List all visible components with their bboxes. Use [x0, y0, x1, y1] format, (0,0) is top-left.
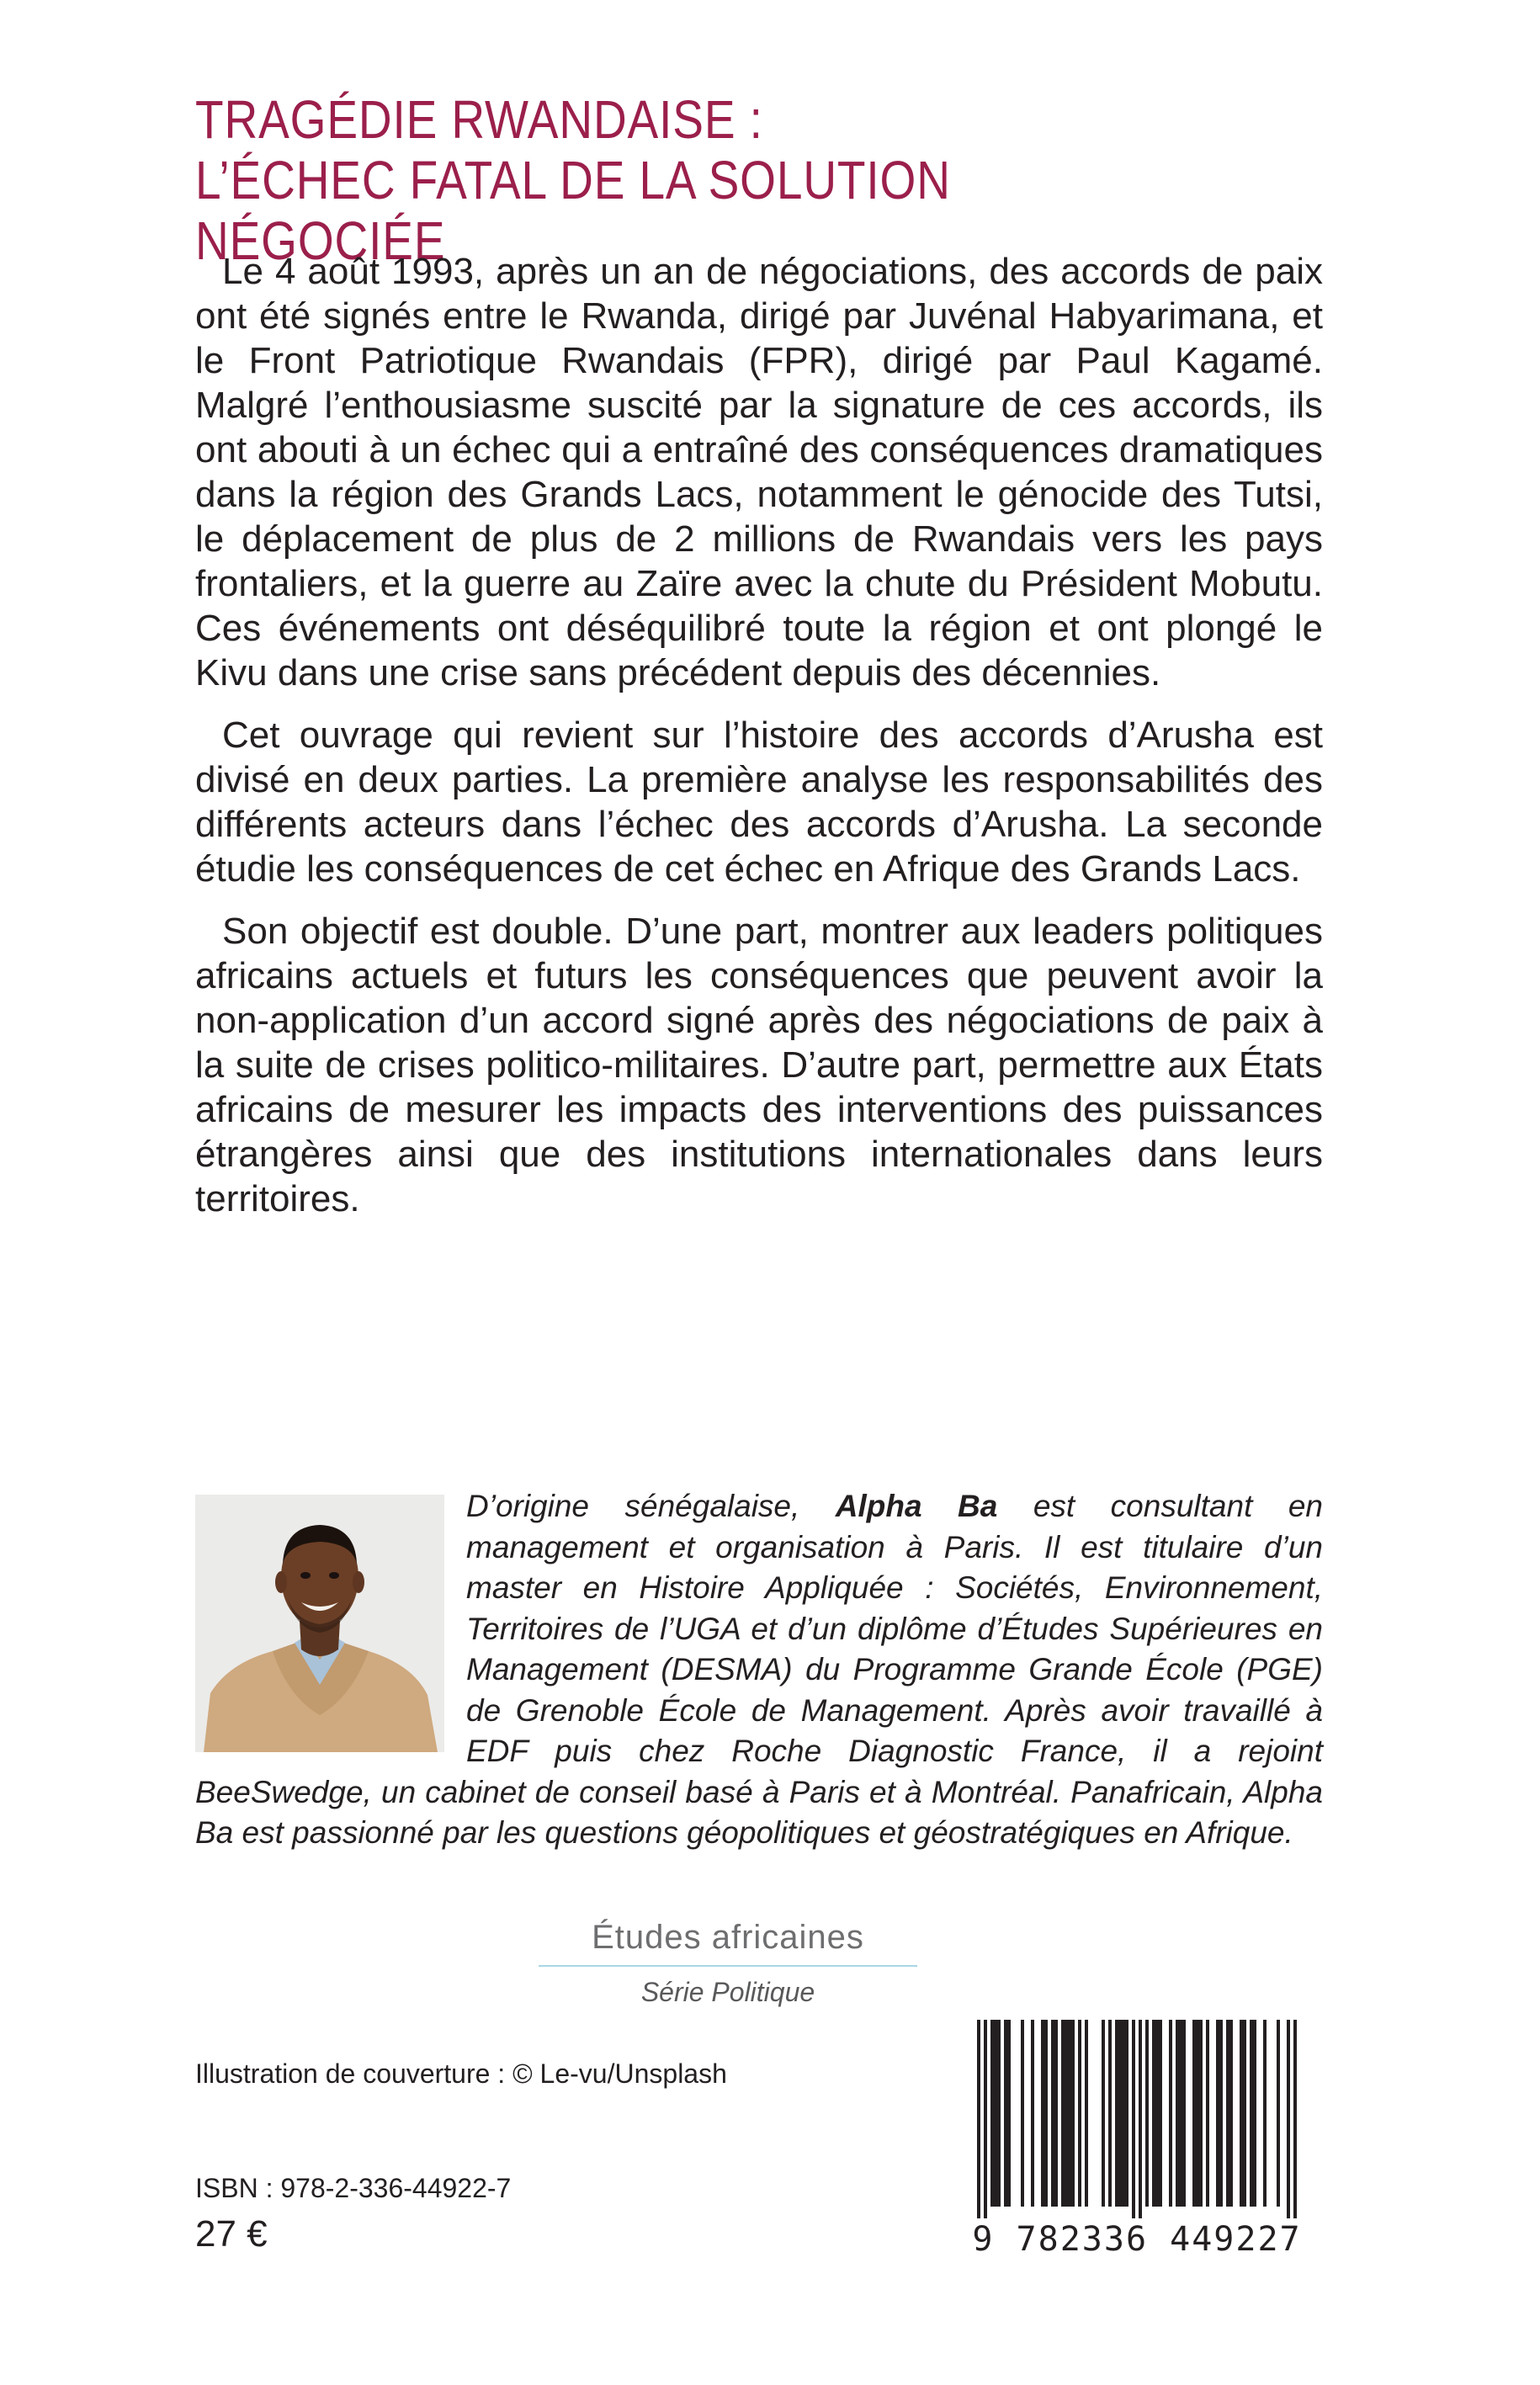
- barcode-bar: [1199, 2020, 1203, 2207]
- price: 27 €: [195, 2213, 268, 2255]
- isbn: ISBN : 978-2-336-44922-7: [195, 2173, 512, 2203]
- barcode-bar: [1192, 2020, 1196, 2207]
- barcode-bar: [1065, 2020, 1068, 2207]
- barcode-bar: [1293, 2020, 1297, 2218]
- barcode-bar: [1007, 2020, 1011, 2207]
- blurb-paragraph-3: Son objectif est double. D’une part, montrer aux leaders politiques africains actuels et futurs les conséquences que peuvent avoir la non-application d’un accord signé après des négociations de paix à la suite de crises politico-militaires. D’autre part, permettre aux États africains de mesurer les impacts des interventions des puissances étrangères ainsi que des institutions internationales dans leurs territoires.: [195, 911, 1323, 1219]
- barcode-bar: [1182, 2020, 1186, 2207]
- barcode-bar: [1051, 2020, 1054, 2207]
- barcode-bar: [1243, 2020, 1246, 2207]
- barcode-digits: 9 782336 449227: [972, 2220, 1302, 2259]
- series-block: [539, 1919, 917, 2008]
- barcode-bar: [1102, 2020, 1105, 2207]
- barcode-bar: [1216, 2020, 1219, 2207]
- barcode-bars: [959, 2020, 1314, 2218]
- barcode-bar: [994, 2020, 997, 2207]
- barcode-bar: [1068, 2020, 1071, 2207]
- barcode-bar: [1122, 2020, 1125, 2207]
- barcode-bar: [1253, 2020, 1256, 2207]
- book-title-line-1: TRAGÉDIE RWANDAISE :: [195, 89, 763, 150]
- barcode-bar: [1004, 2020, 1007, 2207]
- series-subtitle: Série Politique: [640, 1977, 815, 2007]
- barcode: [959, 2020, 1314, 2272]
- barcode-bar: [1041, 2020, 1044, 2207]
- barcode-bar: [1085, 2020, 1088, 2207]
- barcode-bar: [1277, 2020, 1280, 2207]
- barcode-bar: [1044, 2020, 1048, 2207]
- cover-credit: Illustration de couverture : © Le-vu/Unsplash: [195, 2058, 727, 2089]
- barcode-bar: [997, 2020, 1001, 2207]
- barcode-bar: [1155, 2020, 1159, 2207]
- barcode-bar: [1118, 2020, 1122, 2207]
- barcode-bar: [1145, 2020, 1149, 2207]
- author-name: Alpha Ba: [835, 1489, 998, 1523]
- barcode-bar: [1152, 2020, 1155, 2207]
- barcode-bar: [1263, 2020, 1267, 2207]
- barcode-bar: [1125, 2020, 1128, 2207]
- barcode-bar: [1196, 2020, 1199, 2207]
- barcode-bar: [1250, 2020, 1253, 2207]
- barcode-bar: [1078, 2020, 1081, 2207]
- barcode-bar: [1176, 2020, 1179, 2207]
- author-bio: [195, 1486, 1323, 1854]
- blurb-paragraph-2: Cet ouvrage qui revient sur l’histoire des accords d’Arusha est divisé en deux parties. La première analyse les responsabilités des différents acteurs dans l’échec des accords d’Arusha. La seconde étudie les conséquences de cet échec en Afrique des Grands Lacs.: [195, 714, 1323, 890]
- barcode-bar: [1240, 2020, 1243, 2207]
- blurb-paragraph-1: Le 4 août 1993, après un an de négociations, des accords de paix ont été signés entre le Rwanda, dirigé par Juvénal Habyarimana, et le Front Patriotique Rwandais (FPR), dirigé par Paul Kagamé. Malgré l’enthousiasme suscité par la signature de ces accords, ils ont abouti à un échec qui a entraîné des conséquences dramatiques dans la région des Grands Lacs, notamment le génocide des Tutsi, le déplacement de plus de 2 millions de Rwandais vers les pays frontaliers, et la guerre au Zaïre avec la chute du Président Mobutu. Ces événements ont déséquilibré toute la région et ont plongé le Kivu dans une crise sans précédent depuis des décennies.: [195, 251, 1323, 693]
- barcode-bar: [1061, 2020, 1065, 2207]
- author-bio-intro: D’origine sénégalaise,: [466, 1489, 836, 1523]
- book-title: [195, 89, 1208, 271]
- barcode-bar: [1115, 2020, 1118, 2207]
- series-name: Études africaines: [539, 1919, 917, 1967]
- barcode-bar: [984, 2020, 987, 2218]
- barcode-bar: [1054, 2020, 1058, 2207]
- barcode-bar: [1071, 2020, 1075, 2207]
- barcode-bar: [1226, 2020, 1229, 2207]
- blurb: [195, 249, 1323, 1239]
- barcode-bar: [1021, 2020, 1024, 2207]
- barcode-bar: [1108, 2020, 1112, 2207]
- barcode-bar: [1287, 2020, 1290, 2218]
- barcode-bar: [1229, 2020, 1233, 2207]
- author-bio-text: est consultant en management et organisation à Paris. Il est titulaire d’un master en Histoire Appliquée : Sociétés, Environnement, Territoires de l’UGA et d’un diplôme d’Études Supérieures en Management (DESMA) du Programme Grande École (PGE) de Grenoble École de Management. Après avoir travaillé à EDF puis chez Roche Diagnostic France, il a rejoint BeeSwedge, un cabinet de conseil basé à Paris et à Montréal. Panafricain, Alpha Ba est passionné par les questions géopolitiques et géostratégiques en Afrique.: [195, 1489, 1323, 1850]
- barcode-bar: [1132, 2020, 1135, 2218]
- barcode-bar: [1179, 2020, 1182, 2207]
- photo-spacer: [195, 1486, 444, 1744]
- barcode-bar: [1139, 2020, 1142, 2218]
- barcode-bar: [1031, 2020, 1034, 2207]
- book-title-line-2: L’ÉCHEC FATAL DE LA SOLUTION NÉGOCIÉE: [195, 150, 951, 271]
- barcode-bar: [1219, 2020, 1223, 2207]
- barcode-bar: [1159, 2020, 1162, 2207]
- barcode-bar: [977, 2020, 980, 2218]
- barcode-bar: [1206, 2020, 1209, 2207]
- barcode-bar: [1169, 2020, 1172, 2207]
- barcode-bar: [990, 2020, 994, 2207]
